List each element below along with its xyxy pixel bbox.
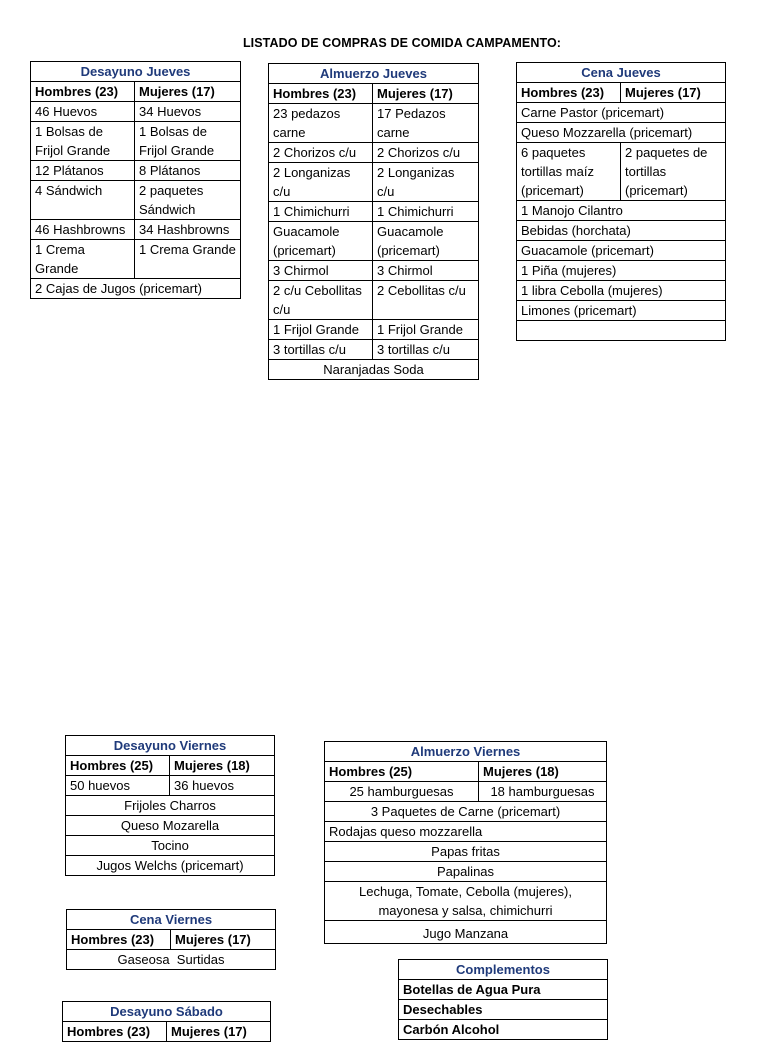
table-header: Almuerzo Viernes	[325, 742, 607, 762]
table-almuerzo-viernes	[324, 741, 607, 944]
table-cell: 1 Chimichurri	[373, 202, 479, 222]
table-cell: 2 Chorizos c/u	[373, 143, 479, 163]
column-header-mujeres: Mujeres (17)	[135, 82, 241, 102]
list-item: Botellas de Agua Pura	[399, 980, 608, 1000]
table-cell: 12 Plátanos	[31, 161, 135, 181]
table-cell: 1 Bolsas de Frijol Grande	[31, 122, 135, 161]
table-row: 3 Paquetes de Carne (pricemart)	[325, 802, 607, 822]
table-cell: 2 Chorizos c/u	[269, 143, 373, 163]
table-cell: 1 Frijol Grande	[269, 320, 373, 340]
table-row: Queso Mozarella	[66, 816, 275, 836]
table-cell: 1 Frijol Grande	[373, 320, 479, 340]
table-row: Queso Mozzarella (pricemart)	[517, 123, 726, 143]
table-cell: 2 Cebollitas c/u	[373, 281, 479, 320]
table-cell: 17 Pedazos carne	[373, 104, 479, 143]
table-header: Desayuno Viernes	[66, 736, 275, 756]
table-cell: 3 Chirmol	[373, 261, 479, 281]
table-row: 1 libra Cebolla (mujeres)	[517, 281, 726, 301]
table-row: Frijoles Charros	[66, 796, 275, 816]
table-cell: 18 hamburguesas	[479, 782, 607, 802]
column-header-mujeres: Mujeres (17)	[621, 83, 726, 103]
table-cell: 3 Chirmol	[269, 261, 373, 281]
table-cell: 2 Longanizas c/u	[373, 163, 479, 202]
table-cell: 4 Sándwich	[31, 181, 135, 220]
table-footer: 2 Cajas de Jugos (pricemart)	[31, 279, 241, 299]
table-row: Limones (pricemart)	[517, 301, 726, 321]
column-header-hombres: Hombres (25)	[66, 756, 170, 776]
table-cell: 3 tortillas c/u	[373, 340, 479, 360]
table-complementos	[398, 959, 608, 1040]
table-row: Bebidas (horchata)	[517, 221, 726, 241]
table-cena-viernes	[66, 909, 276, 970]
table-cell: 2 paquetes de tortillas (pricemart)	[621, 143, 726, 201]
table-header: Complementos	[399, 960, 608, 980]
table-desayuno-jueves	[30, 61, 241, 299]
table-row: Jugos Welchs (pricemart)	[66, 856, 275, 876]
table-cell: 46 Hashbrowns	[31, 220, 135, 240]
table-cena-jueves	[516, 62, 726, 341]
column-header-hombres: Hombres (23)	[269, 84, 373, 104]
table-cell: 1 Crema Grande	[135, 240, 241, 279]
list-item: Carbón Alcohol	[399, 1020, 608, 1040]
table-row: 1 Manojo Cilantro	[517, 201, 726, 221]
table-cell: 1 Bolsas de Frijol Grande	[135, 122, 241, 161]
table-row: Papalinas	[325, 862, 607, 882]
column-header-hombres: Hombres (23)	[517, 83, 621, 103]
table-header: Desayuno Jueves	[31, 62, 241, 82]
table-cell: 8 Plátanos	[135, 161, 241, 181]
table-cell: 2 c/u Cebollitas c/u	[269, 281, 373, 320]
table-row: Rodajas queso mozzarella	[325, 822, 607, 842]
table-cell: 2 paquetes Sándwich	[135, 181, 241, 220]
table-cell: 3 tortillas c/u	[269, 340, 373, 360]
table-cell: 34 Hashbrowns	[135, 220, 241, 240]
table-cell: 6 paquetes tortillas maíz (pricemart)	[517, 143, 621, 201]
column-header-hombres: Hombres (23)	[67, 930, 171, 950]
column-header-mujeres: Mujeres (17)	[167, 1022, 271, 1042]
column-header-mujeres: Mujeres (17)	[373, 84, 479, 104]
table-almuerzo-jueves	[268, 63, 479, 380]
table-cell: 50 huevos	[66, 776, 170, 796]
column-header-mujeres: Mujeres (18)	[479, 762, 607, 782]
table-row: Tocino	[66, 836, 275, 856]
table-cell: 34 Huevos	[135, 102, 241, 122]
list-item: Desechables	[399, 1000, 608, 1020]
table-row: Gaseosa Surtidas	[67, 950, 276, 970]
table-cell: Guacamole (pricemart)	[269, 222, 373, 261]
column-header-hombres: Hombres (25)	[325, 762, 479, 782]
table-row: Papas fritas	[325, 842, 607, 862]
column-header-hombres: Hombres (23)	[31, 82, 135, 102]
table-header: Almuerzo Jueves	[269, 64, 479, 84]
table-header: Cena Viernes	[67, 910, 276, 930]
table-cell: Guacamole (pricemart)	[373, 222, 479, 261]
table-row: Lechuga, Tomate, Cebolla (mujeres), mayonesa y salsa, chimichurri	[325, 882, 607, 921]
table-row-empty	[517, 321, 726, 341]
table-footer: Naranjadas Soda	[269, 360, 479, 380]
table-cell: 23 pedazos carne	[269, 104, 373, 143]
table-row: Carne Pastor (pricemart)	[517, 103, 726, 123]
table-desayuno-sabado	[62, 1001, 271, 1042]
table-row: Guacamole (pricemart)	[517, 241, 726, 261]
column-header-hombres: Hombres (23)	[63, 1022, 167, 1042]
table-header: Desayuno Sábado	[63, 1002, 271, 1022]
table-cell: 1 Chimichurri	[269, 202, 373, 222]
table-header: Cena Jueves	[517, 63, 726, 83]
page-title: LISTADO DE COMPRAS DE COMIDA CAMPAMENTO:	[242, 36, 562, 50]
table-desayuno-viernes	[65, 735, 275, 876]
table-cell: 46 Huevos	[31, 102, 135, 122]
table-cell: 36 huevos	[170, 776, 275, 796]
table-cell: 25 hamburguesas	[325, 782, 479, 802]
column-header-mujeres: Mujeres (18)	[170, 756, 275, 776]
table-cell: 1 Crema Grande	[31, 240, 135, 279]
table-cell: 2 Longanizas c/u	[269, 163, 373, 202]
table-row: Jugo Manzana	[325, 921, 607, 944]
column-header-mujeres: Mujeres (17)	[171, 930, 276, 950]
table-row: 1 Piña (mujeres)	[517, 261, 726, 281]
